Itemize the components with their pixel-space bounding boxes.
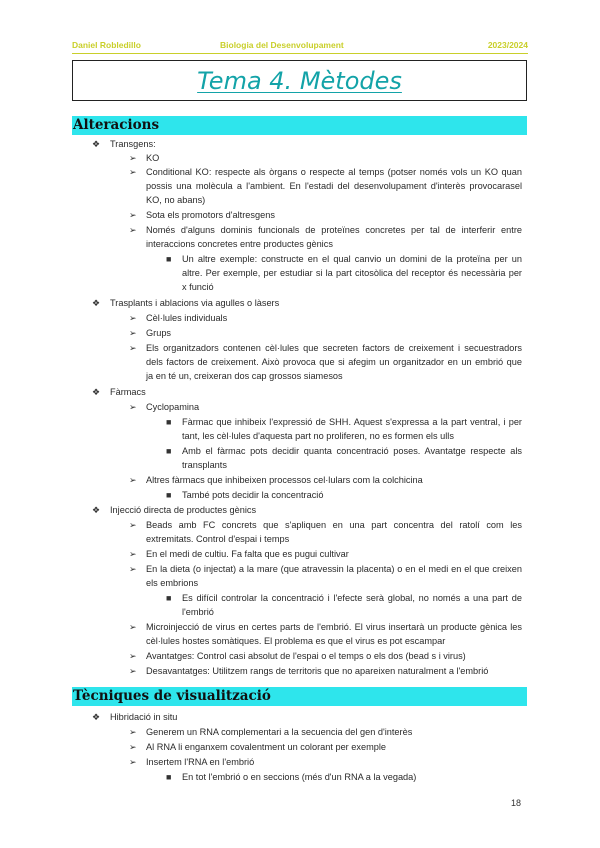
arrow-bullet-icon: ➢ (129, 727, 137, 737)
arrow-bullet-icon: ➢ (129, 742, 137, 752)
list-item: tant, les cèl·lules d'aquesta part no proliferen, no es formen els ulls (182, 431, 454, 441)
arrow-bullet-icon: ➢ (129, 153, 137, 163)
arrow-bullet-icon: ➢ (129, 549, 137, 559)
title-box (72, 60, 527, 101)
list-item: En tot l'embrió o en seccions (més d'un RNA a la vegada) (182, 772, 417, 782)
page-number: 18 (510, 798, 521, 808)
list-item: KO, no abans) (146, 195, 206, 205)
list-item: Només d'alguns dominis funcionals de proteïnes concretes per tal de interferir entre (146, 225, 522, 235)
list-item: Fàrmacs (110, 387, 146, 397)
arrow-bullet-icon: ➢ (129, 210, 137, 220)
header-author: Daniel Robledillo (72, 40, 141, 50)
list-item: dels factors de creixement. Això provoca que si afegim un organitzador en un embrió que (146, 357, 522, 367)
section-heading-alteracions: Alteracions (72, 116, 527, 135)
header-subject: Biologia del Desenvolupament (220, 40, 344, 50)
page-title: Tema 4. Mètodes (197, 67, 402, 95)
list-item: ja en té un, creixeran dos cap grossos siamesos (146, 371, 343, 381)
arrow-bullet-icon: ➢ (129, 520, 137, 530)
list-item: l'embrió (182, 607, 214, 617)
list-item: En la dieta (o injectat) a la mare (que atravessin la placenta) o en el medi en el que creixen (146, 564, 522, 574)
arrow-bullet-icon: ➢ (129, 564, 137, 574)
list-item: Injecció directa de productes gènics (110, 505, 257, 515)
arrow-bullet-icon: ➢ (129, 167, 137, 177)
header-divider (72, 53, 528, 54)
list-item: altre. Per exemple, per estudiar si la part citosòlica del receptor és necessària per (182, 268, 522, 278)
square-bullet-icon: ■ (166, 772, 172, 782)
list-item: Els organitzadors contenen cèl·lules que secreten factors de creixement i secuestradors (146, 343, 522, 353)
arrow-bullet-icon: ➢ (129, 313, 137, 323)
arrow-bullet-icon: ➢ (129, 225, 137, 235)
square-bullet-icon: ■ (166, 417, 172, 427)
list-item: Desavantatges: Utilitzem rangs de territoris que no apareixen naturalment a l'embrió (146, 666, 489, 676)
list-item: x funció (182, 282, 214, 292)
list-item: Hibridació in situ (110, 712, 178, 722)
list-item: També pots decidir la concentració (182, 490, 324, 500)
list-item: Altres fàrmacs que inhibeixen processos cel·lulars com la colchicina (146, 475, 423, 485)
list-item: KO (146, 153, 160, 163)
diamond-bullet-icon: ❖ (92, 139, 101, 149)
list-item: Transgens: (110, 139, 156, 149)
list-item: extremitats. Control d'espai i temps (146, 534, 290, 544)
list-item: Es difícil controlar la concentració i l'efecte serà global, no només a una part de (182, 593, 522, 603)
diamond-bullet-icon: ❖ (92, 505, 101, 515)
arrow-bullet-icon: ➢ (129, 757, 137, 767)
arrow-bullet-icon: ➢ (129, 328, 137, 338)
list-item: Sota els promotors d'altresgens (146, 210, 275, 220)
square-bullet-icon: ■ (166, 254, 172, 264)
list-item: interaccions concretes entre productes gènics (146, 239, 333, 249)
diamond-bullet-icon: ❖ (92, 712, 101, 722)
list-item: Insertem l'RNA en l'embrió (146, 757, 255, 767)
page-header (72, 38, 528, 52)
list-item: Microinjecció de virus en certes parts de l'embrió. El virus insertarà un producte gènica les (146, 622, 522, 632)
arrow-bullet-icon: ➢ (129, 622, 137, 632)
arrow-bullet-icon: ➢ (129, 475, 137, 485)
list-item: Cyclopamina (146, 402, 200, 412)
list-item: Beads amb FC concrets que s'apliquen en una part concentra del ratolí com les (146, 520, 522, 530)
arrow-bullet-icon: ➢ (129, 402, 137, 412)
section-heading-tecniques: Tècniques de visualització (72, 687, 527, 706)
list-item: els embrions (146, 578, 199, 588)
list-item: Al RNA li enganxem covalentment un colorant per exemple (146, 742, 387, 752)
list-item: Fàrmac que inhibeix l'expressió de SHH. Aquest s'expressa a la part ventral, i per (182, 417, 522, 427)
list-item: Amb el fàrmac pots decidir quanta concentració poses. Avantatge respecte als (182, 446, 522, 456)
arrow-bullet-icon: ➢ (129, 343, 137, 353)
list-item: Generem un RNA complementari a la secuencia del gen d'interès (146, 727, 413, 737)
list-item: Grups (146, 328, 172, 338)
list-item: cèl·lules hostes somàtiques. El problema es que el virus es pot escampar (146, 636, 446, 646)
diamond-bullet-icon: ❖ (92, 387, 101, 397)
list-item: En el medi de cultiu. Fa falta que es pugui cultivar (146, 549, 349, 559)
square-bullet-icon: ■ (166, 446, 172, 456)
square-bullet-icon: ■ (166, 593, 172, 603)
list-item: Trasplants i ablacions via agulles o làsers (110, 298, 280, 308)
header-year: 2023/2024 (487, 40, 528, 50)
list-item: Un altre exemple: constructe en el qual canvio un domini de la proteïna per un (182, 254, 522, 264)
list-item: transplants (182, 460, 227, 470)
arrow-bullet-icon: ➢ (129, 651, 137, 661)
diamond-bullet-icon: ❖ (92, 298, 101, 308)
list-item: Conditional KO: respecte als òrgans o respecte al temps (potser només vols un KO quan (146, 167, 522, 177)
list-item: Avantatges: Control casi absolut de l'espai o el temps o els dos (bead s i virus) (146, 651, 466, 661)
list-item: Cèl·lules individuals (146, 313, 228, 323)
list-item: possis una molècula a l'ambient. En l'estadi del desenvolupament d'interès provocarasel (146, 181, 522, 191)
arrow-bullet-icon: ➢ (129, 666, 137, 676)
square-bullet-icon: ■ (166, 490, 172, 500)
